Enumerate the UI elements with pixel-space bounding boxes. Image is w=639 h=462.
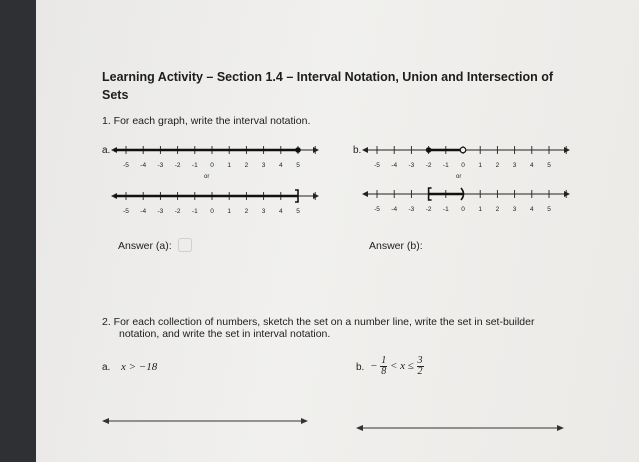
blank-number-line-b[interactable] (354, 422, 566, 434)
arrow-right-icon (301, 418, 308, 424)
inequality-middle: < x ≤ (389, 360, 414, 373)
tick-label: -5 (374, 162, 380, 169)
tick-label: 0 (210, 208, 214, 215)
axis-group (361, 146, 570, 169)
q2-part-a-label: a. (102, 362, 111, 373)
tick-label: 5 (296, 208, 300, 215)
tick-label: -2 (425, 162, 432, 169)
tick-label: -5 (123, 208, 129, 215)
q2-part-a-expr: x > −18 (121, 361, 158, 373)
tick-label: 0 (461, 162, 465, 169)
tick-label: 5 (547, 162, 551, 169)
arrow-right-icon (313, 147, 319, 153)
tick-label: 0 (461, 206, 465, 213)
tick-label: -4 (391, 206, 398, 213)
tick-label: -3 (157, 162, 164, 169)
arrow-right-icon (564, 191, 570, 197)
tick-label: 1 (227, 208, 232, 215)
axis-group (110, 146, 319, 169)
tick-label: 3 (261, 208, 266, 215)
arrow-right-icon (313, 193, 319, 199)
tick-label: 4 (529, 206, 534, 213)
tick-label: 2 (244, 208, 249, 215)
tick-label: -3 (408, 162, 415, 169)
tick-label: 3 (261, 162, 266, 169)
tick-label: -4 (391, 162, 398, 169)
tick-label: -2 (425, 206, 432, 213)
tick-label: -5 (123, 162, 129, 169)
tick-label: 3 (512, 162, 517, 169)
frac2-den: 2 (417, 366, 423, 377)
q2-part-b-expr (370, 356, 424, 377)
arrow-right-icon (557, 425, 564, 431)
frac1-den: 8 (381, 366, 387, 377)
closed-endpoint (295, 147, 301, 153)
answer-b-label: Answer (b): (369, 240, 423, 252)
tick-label: -1 (191, 162, 198, 169)
q2-prompt-line2: notation, and write the set in interval notation. (119, 328, 331, 340)
tick-label: 1 (478, 162, 483, 169)
answer-a-label: Answer (a): (118, 240, 172, 252)
or-label-b: or (456, 174, 462, 180)
arrow-left-icon (102, 418, 109, 424)
or-label-a: or (204, 174, 210, 180)
answer-a-field[interactable] (178, 238, 192, 252)
frac2-num: 3 (417, 355, 423, 366)
blank-number-line-a[interactable] (100, 415, 310, 427)
tick-label: -1 (442, 162, 449, 169)
tick-label: 1 (478, 206, 483, 213)
tick-label: -2 (174, 208, 181, 215)
arrow-right-icon (564, 147, 570, 153)
tick-label: -3 (157, 208, 164, 215)
closed-endpoint (426, 147, 432, 153)
tick-label: 1 (227, 162, 232, 169)
arrow-left-icon (356, 425, 363, 431)
fraction-one-eighth (380, 356, 387, 377)
tick-label: -1 (442, 206, 449, 213)
tick-label: 2 (495, 162, 500, 169)
q1-part-a-label: a. (102, 145, 111, 156)
tick-label: -2 (174, 162, 181, 169)
tick-label: 0 (210, 162, 214, 169)
number-line-b1 (361, 140, 571, 174)
q1-prompt: 1. For each graph, write the interval notation. (102, 115, 311, 127)
fraction-three-halves (417, 356, 424, 377)
tick-label: 5 (547, 206, 551, 213)
tick-label: 5 (296, 162, 300, 169)
number-line-b2 (361, 184, 571, 218)
tick-label: 4 (529, 162, 534, 169)
axis-group (361, 188, 570, 213)
tick-label: 4 (278, 162, 283, 169)
tick-label: 3 (512, 206, 517, 213)
tick-label: -4 (140, 208, 147, 215)
tick-label: -4 (140, 162, 147, 169)
number-line-a1 (110, 140, 320, 174)
page-title: Learning Activity – Section 1.4 – Interval Notation, Union and Intersection of Sets (102, 70, 554, 102)
tick-label: 4 (278, 208, 283, 215)
tick-label: -5 (374, 206, 380, 213)
tick-label: 2 (244, 162, 249, 169)
q2-prompt-line1: 2. For each collection of numbers, sketch the set on a number line, write the set in set-builder (102, 316, 535, 328)
arrow-left-icon (362, 147, 368, 153)
open-endpoint (460, 147, 466, 153)
q2-part-b-label: b. (356, 362, 365, 373)
tick-label: -3 (408, 206, 415, 213)
minus-sign: − (370, 360, 378, 373)
q1-part-b-label: b. (353, 145, 362, 156)
tick-label: -1 (191, 208, 198, 215)
number-line-a2 (110, 186, 320, 220)
arrow-left-icon (362, 191, 368, 197)
axis-group (110, 190, 319, 215)
tick-label: 2 (495, 206, 500, 213)
worksheet-page (36, 0, 639, 462)
frac1-num: 1 (381, 355, 387, 366)
